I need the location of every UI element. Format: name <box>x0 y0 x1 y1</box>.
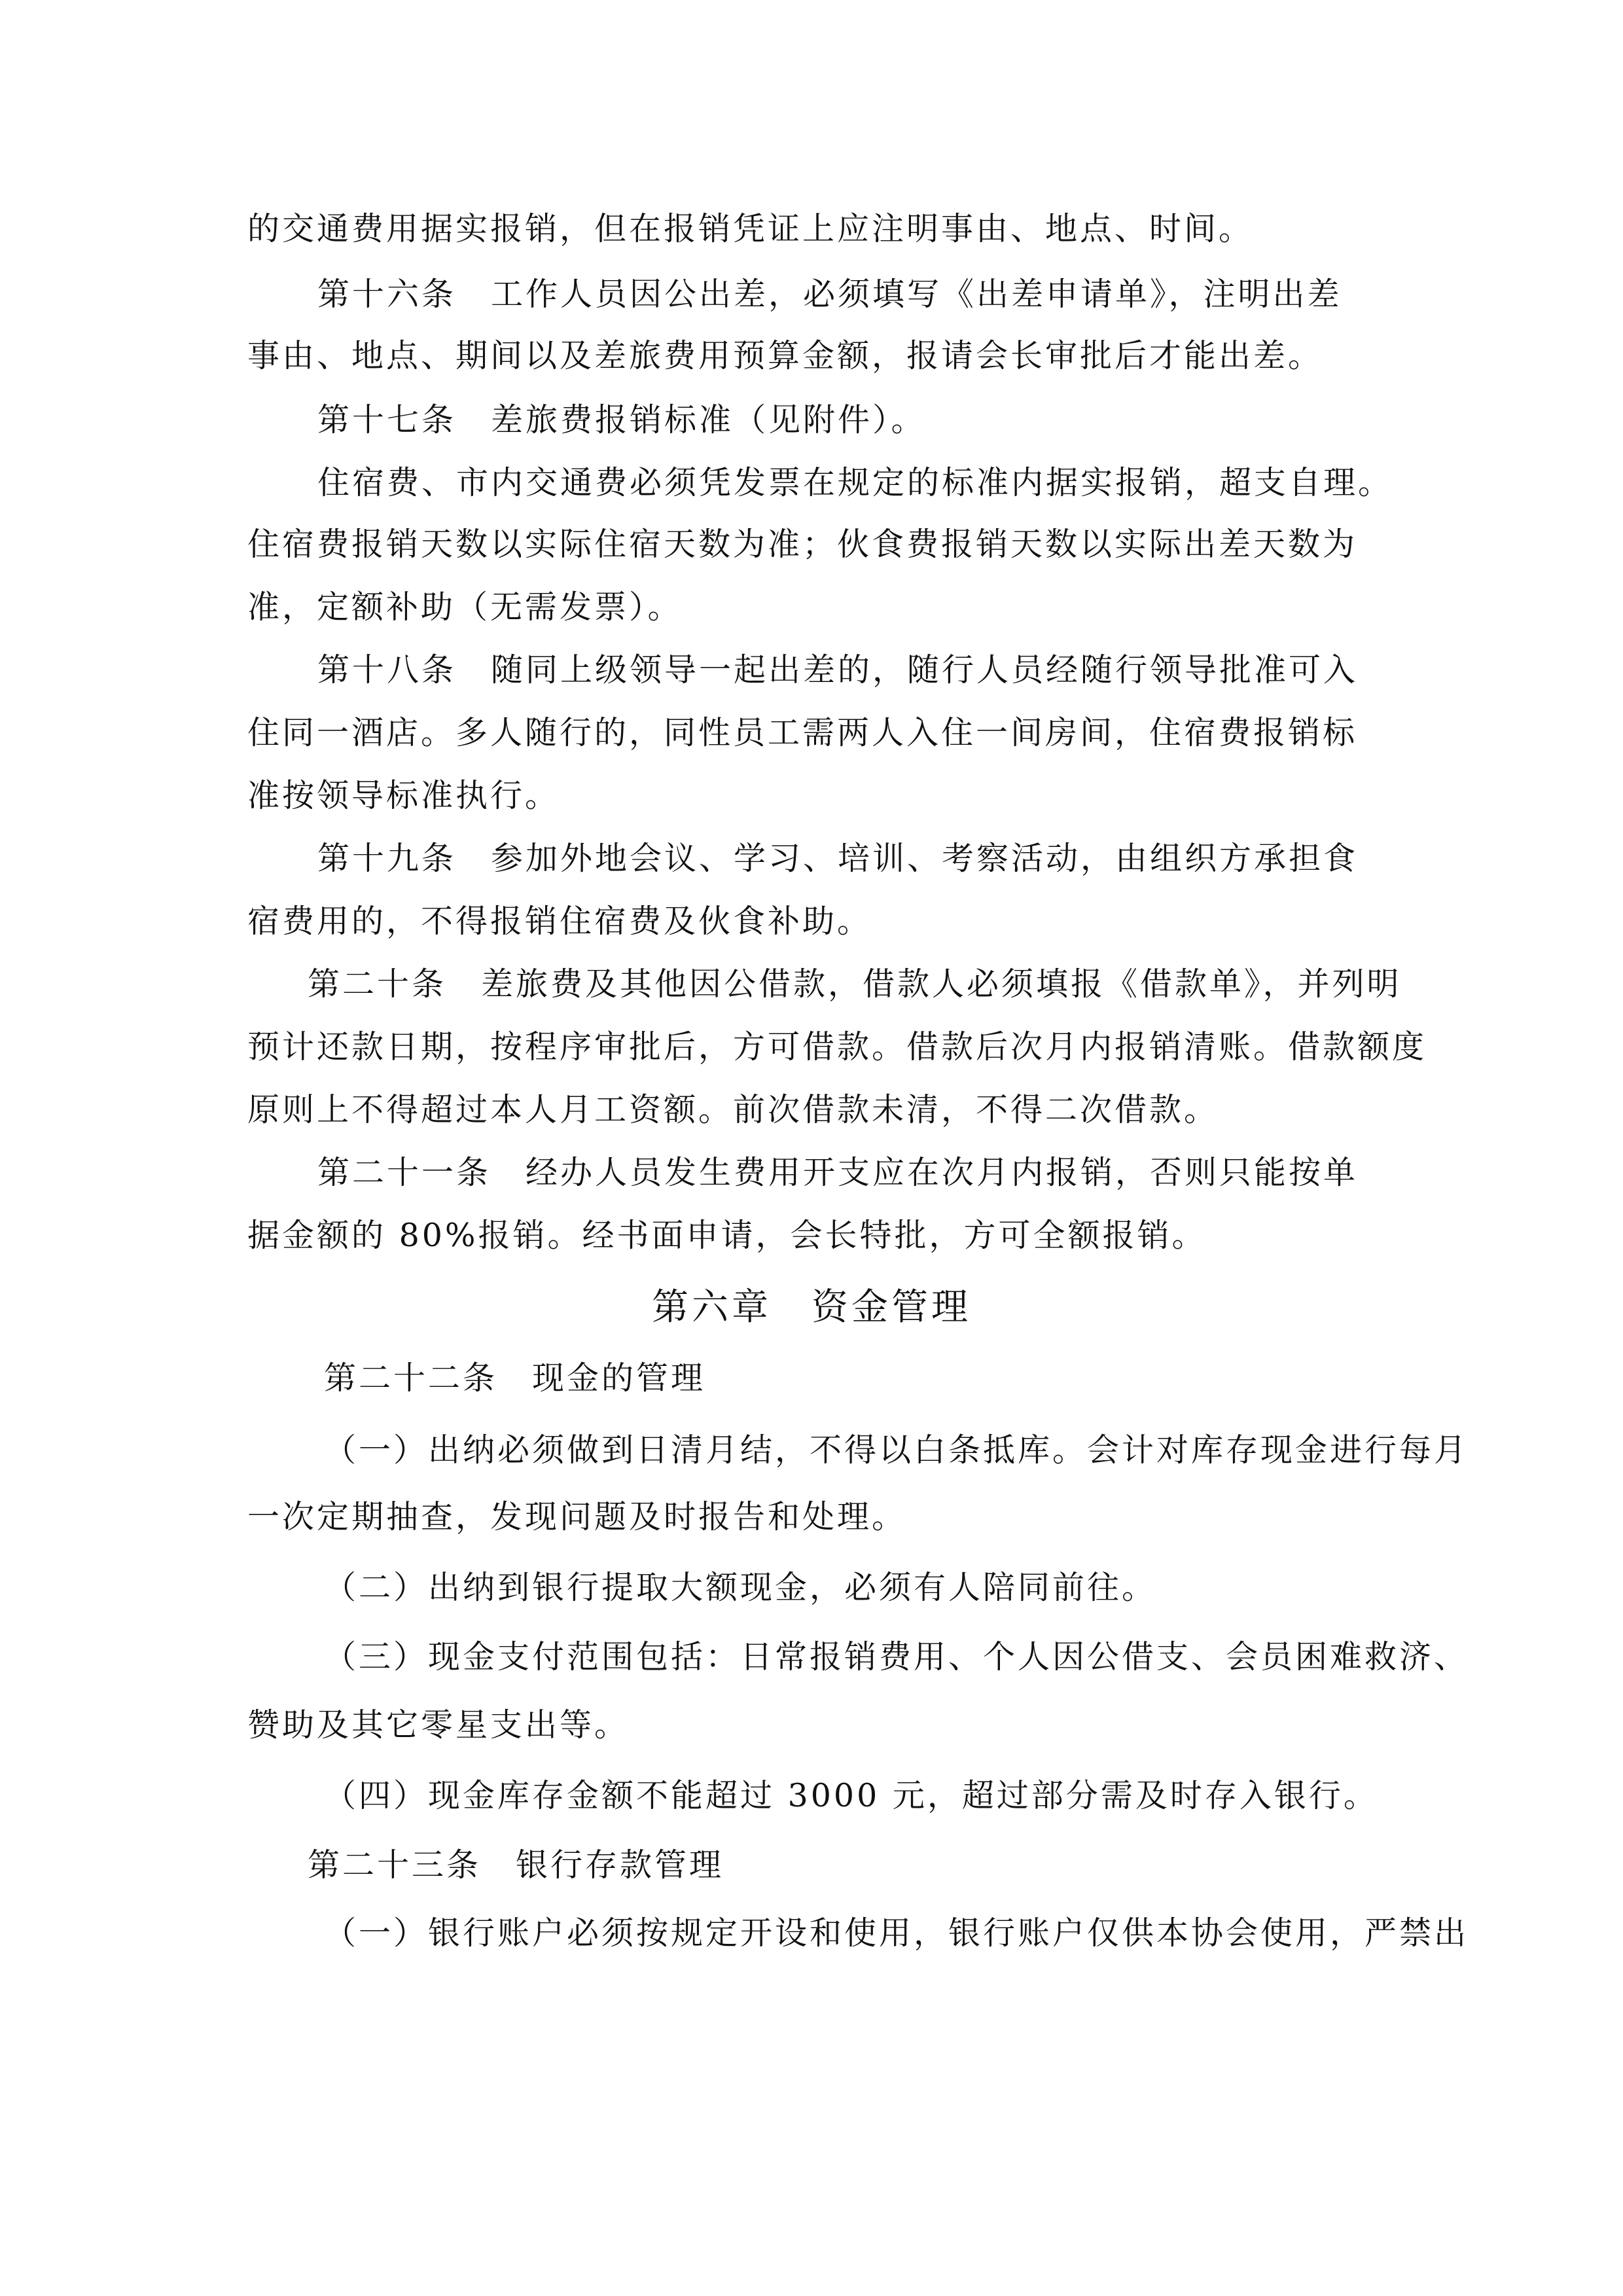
paragraph-line: 赞助及其它零星支出等。 <box>247 1706 630 1744</box>
paragraph-line: （二）出纳到银行提取大额现金，必须有人陪同前往。 <box>324 1569 1157 1606</box>
paragraph-line: 住宿费报销天数以实际住宿天数为准；伙食费报销天数以实际出差天数为 <box>247 526 1358 563</box>
paragraph-line: （三）现金支付范围包括：日常报销费用、个人因公借支、会员困难救济、 <box>324 1638 1469 1676</box>
paragraph-line: 预计还款日期，按程序审批后，方可借款。借款后次月内报销清账。借款额度 <box>247 1028 1427 1066</box>
article-23-heading: 第二十三条 银行存款管理 <box>308 1846 724 1884</box>
article-18-line: 第十八条 随同上级领导一起出差的，随行人员经随行领导批准可入 <box>317 651 1359 689</box>
paragraph-line: 据金额的 80%报销。经书面申请，会长特批，方可全额报销。 <box>247 1217 1207 1254</box>
paragraph-line: （四）现金库存金额不能超过 3000 元，超过部分需及时存入银行。 <box>324 1777 1378 1814</box>
paragraph-line: 一次定期抽查，发现问题及时报告和处理。 <box>247 1498 907 1535</box>
paragraph-line: 事由、地点、期间以及差旅费用预算金额，报请会长审批后才能出差。 <box>247 337 1323 374</box>
paragraph-line: 的交通费用据实报销，但在报销凭证上应注明事由、地点、时间。 <box>247 210 1254 247</box>
article-17-line: 第十七条 差旅费报销标准（见附件）。 <box>317 401 926 439</box>
paragraph-line: 宿费用的，不得报销住宿费及伙食补助。 <box>247 903 872 940</box>
paragraph-line: 准按领导标准执行。 <box>247 777 560 814</box>
article-19-line: 第十九条 参加外地会议、学习、培训、考察活动，由组织方承担食 <box>317 840 1359 877</box>
paragraph-line: 原则上不得超过本人月工资额。前次借款未清，不得二次借款。 <box>247 1091 1219 1128</box>
paragraph-line: 准，定额补助（无需发票）。 <box>247 588 683 626</box>
paragraph-line: 住同一酒店。多人随行的，同性员工需两人入住一间房间，住宿费报销标 <box>247 714 1358 751</box>
article-20-line: 第二十条 差旅费及其他因公借款，借款人必须填报《借款单》，并列明 <box>308 965 1402 1003</box>
article-21-line: 第二十一条 经办人员发生费用开支应在次月内报销，否则只能按单 <box>317 1154 1359 1191</box>
chapter-title: 第六章 资金管理 <box>652 1286 971 1329</box>
paragraph-line: 住宿费、市内交通费必须凭发票在规定的标准内据实报销，超支自理。 <box>317 464 1393 501</box>
paragraph-line: （一）出纳必须做到日清月结，不得以白条抵库。会计对库存现金进行每月 <box>324 1431 1469 1469</box>
article-16-line: 第十六条 工作人员因公出差，必须填写《出差申请单》，注明出差 <box>317 276 1342 313</box>
paragraph-line: （一）银行账户必须按规定开设和使用，银行账户仅供本协会使用，严禁出 <box>324 1914 1469 1952</box>
article-22-heading: 第二十二条 现金的管理 <box>324 1359 706 1397</box>
